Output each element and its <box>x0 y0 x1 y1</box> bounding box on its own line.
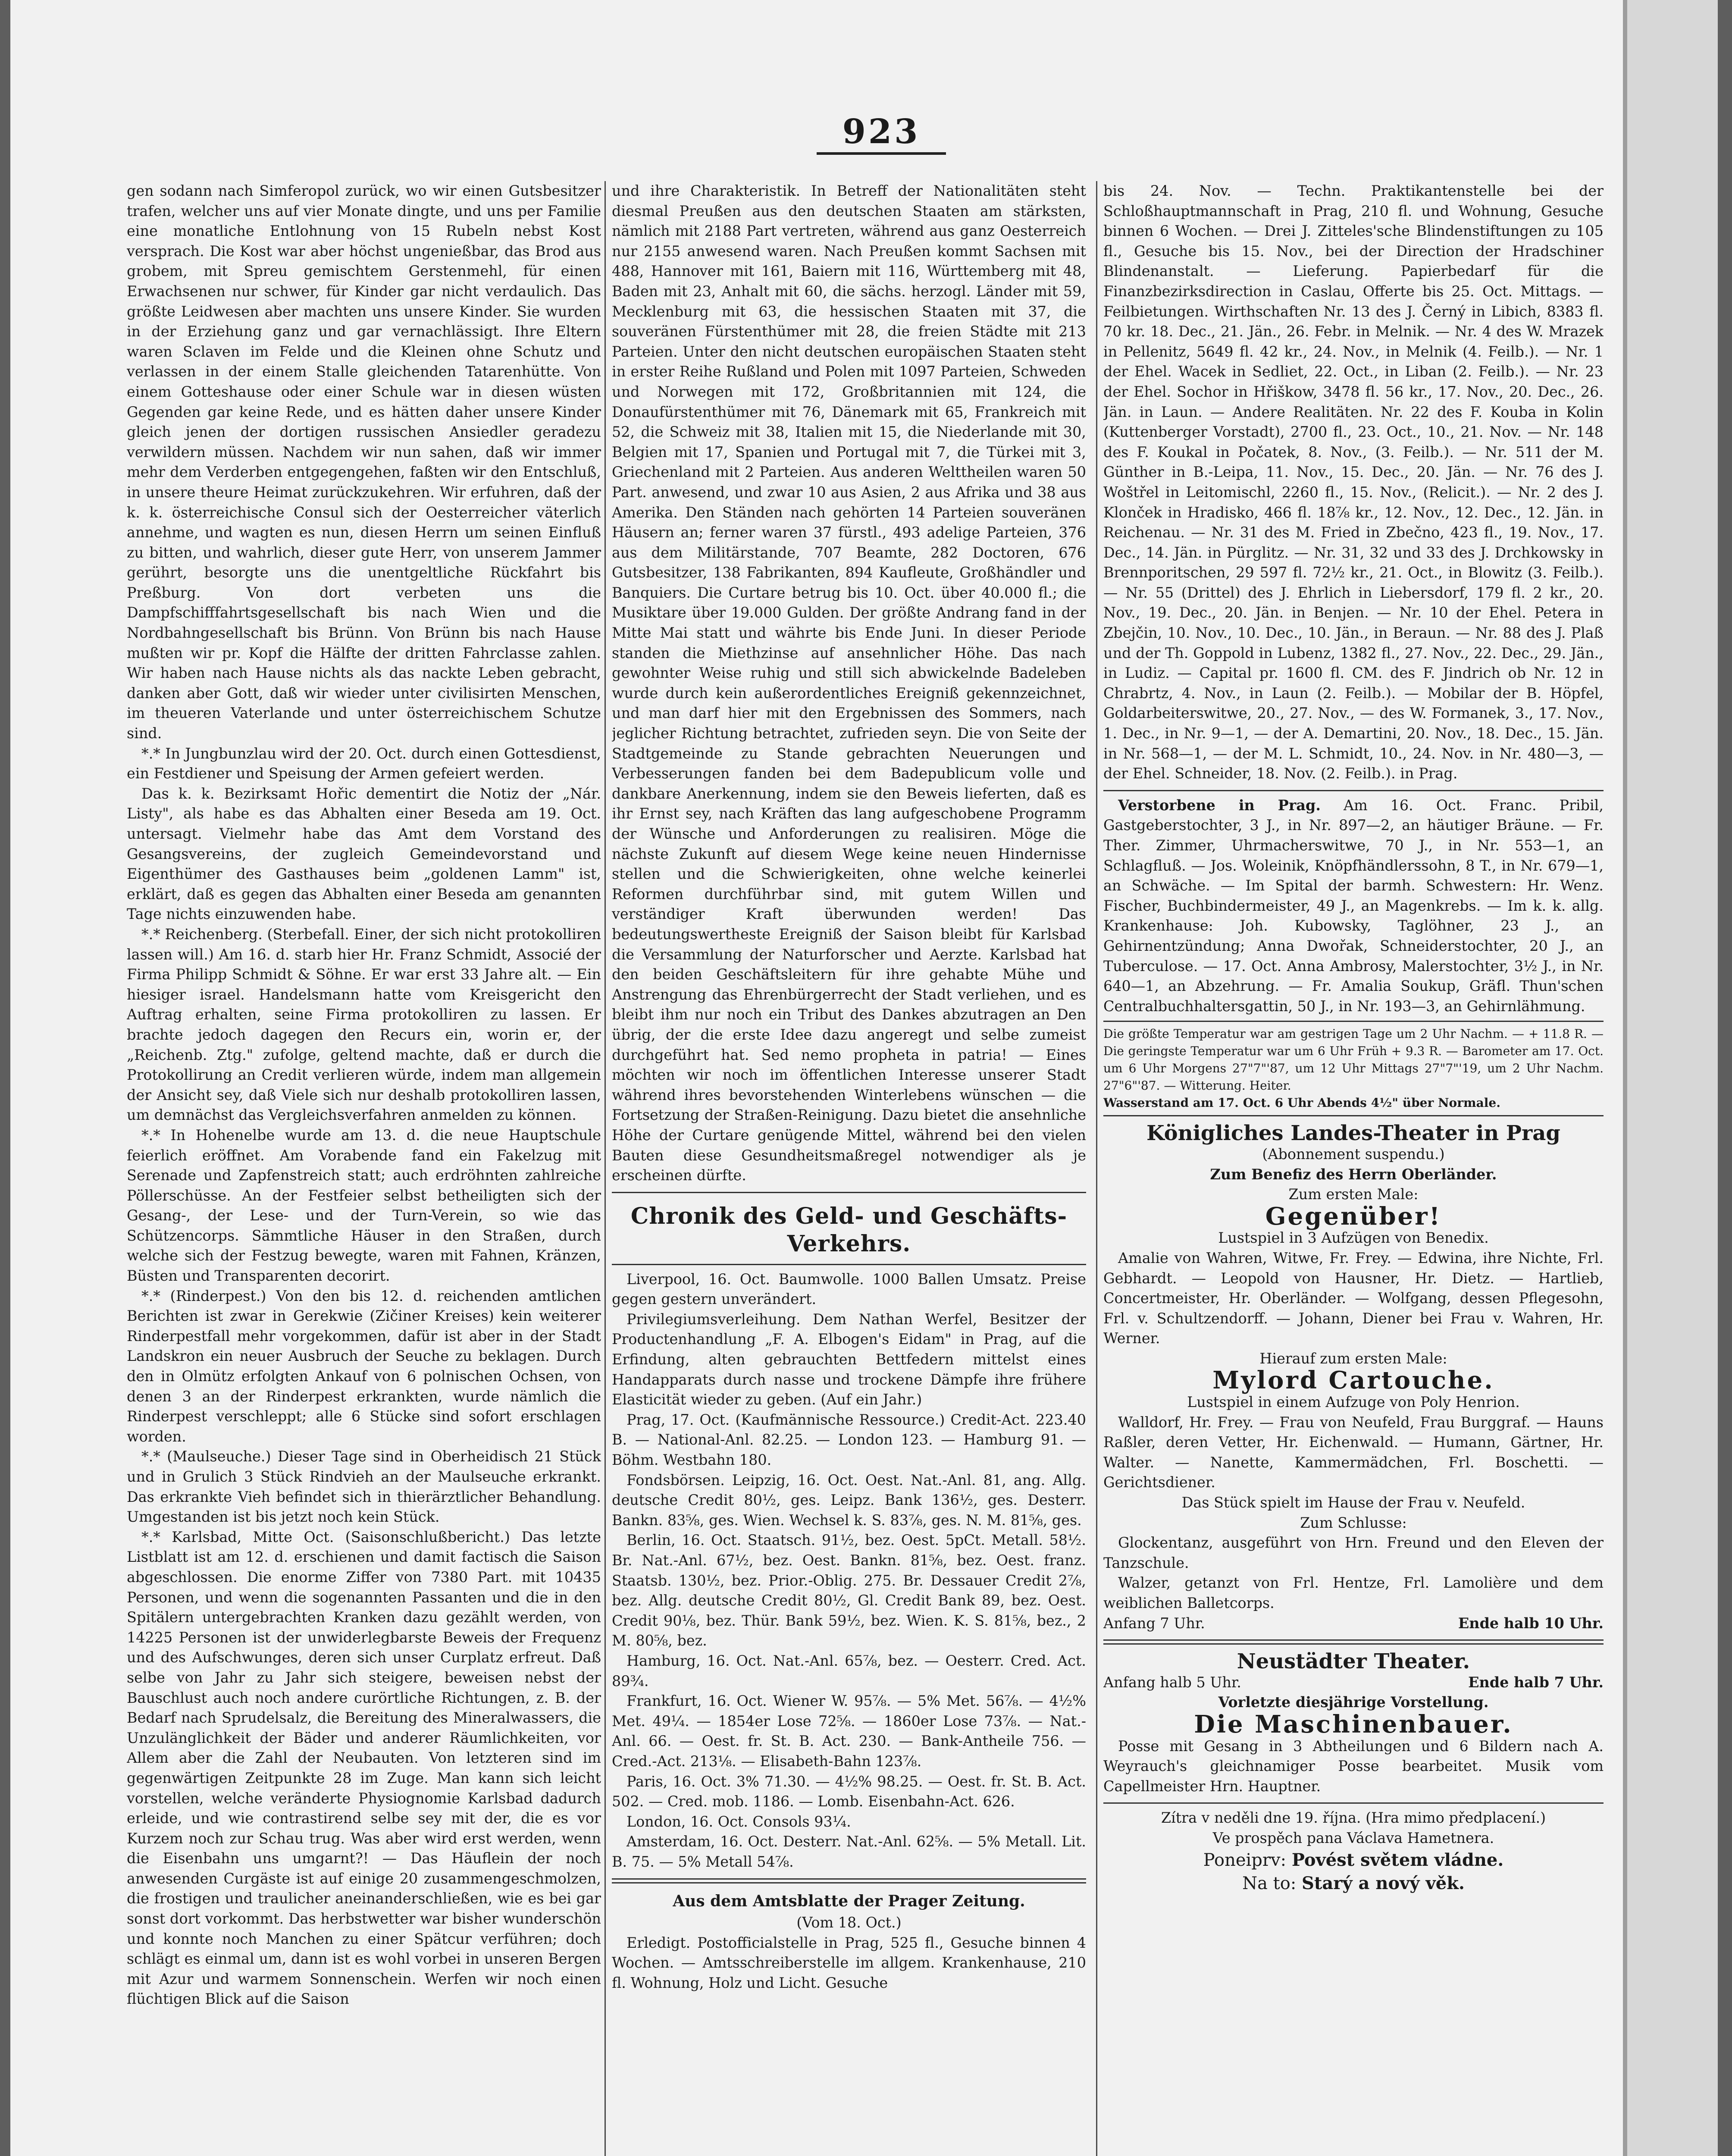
section-divider <box>612 1878 1086 1883</box>
then-line: Hierauf zum ersten Male: <box>1259 1350 1447 1367</box>
end-time: Ende halb 7 Uhr. <box>1468 1673 1604 1691</box>
play-description: Lustspiel in 3 Aufzügen von Benedix. <box>1218 1229 1489 1247</box>
market-paragraph: Hamburg, 16. Oct. Nat.-Anl. 65⅞, bez. — Oesterr. Cred. Act. 89¾. <box>612 1652 1086 1689</box>
deaths-text: Am 16. Oct. Franc. Pribil, Gastgeberstochter, 3 J., in Nr. 897—2, an häutiger Bräune. — Fr. Ther. Zimmer, Uhrmacherswitwe, 70 J., in Nr. 553—1, an Schlagfluß. — Jos. Woleinik, Knöpfhändlerssohn, 8 T., in Nr. 679—1, an Schwäche. — Im Spital der barmh. Schwestern: Hr. Wenz. Fischer, Buchbindermeister, 49 J., an Magenkrebs. — Im k. k. allg. Krankenhause: Joh. Kubowsky, Taglöhner, 23 J., an Gehirnentzündung; Anna Dwořak, Schneiderstochter, 20 J., an Tuberculose. — 17. Oct. Anna Ambrosy, Malerstochter, 3½ J., in Nr. 640—1, an Abzehrung. — Fr. Amalia Soukup, Gräfl. Thun'schen Centralbuchhaltersgattin, 50 J., in Nr. 193—3, an Gehirnlähmung. <box>1103 796 1604 1015</box>
play-description: Posse mit Gesang in 3 Abtheilungen und 6 Bildern nach A. Weyrauch's gleichnamiger Posse bearbeitet. Musik vom Capellmeister Hrn. Hauptner. <box>1103 1737 1604 1795</box>
cast-list: Walldorf, Hr. Frey. — Frau von Neufeld, Frau Burggraf. — Hauns Raßler, deren Vetter, Hr. Eichenwald. — Humann, Gärtner, Hr. Walter. — Nanette, Kammermädchen, Frl. Boschetti. — Gerichtsdiener. <box>1103 1413 1604 1491</box>
market-paragraph: Amsterdam, 16. Oct. Desterr. Nat.-Anl. 62⅝. — 5% Metall. Lit. B. 75. — 5% Metall 54⅞. <box>612 1833 1086 1870</box>
amtsblatt-text: Erledigt. Postofficialstelle in Prag, 525 fl., Gesuche binnen 4 Wochen. — Amtsschreiberstelle im allgem. Krankenhause, 210 fl. Wohnung, Holz und Licht. Gesuche <box>612 1934 1086 1991</box>
end-time: Ende halb 10 Uhr. <box>1458 1614 1604 1632</box>
play-title: Mylord Cartouche. <box>1212 1366 1494 1395</box>
weather-text: Die größte Temperatur war am gestrigen Tage um 2 Uhr Nachm. — + 11.8 R. — Die geringste Temperatur war um 6 Uhr Früh + 9.3 R. — Barometer am 17. Oct. um 6 Uhr Morgens 27"7"'87, um 12 Uhr Mittags 27"7"'19, um 2 Uhr Nachm. 27"6"'87. — Witterung. Heiter. <box>1103 1027 1604 1093</box>
market-paragraph: Fondsbörsen. Leipzig, 16. Oct. Oest. Nat.-Anl. 81, ang. Allg. deutsche Credit 80½, ges. Leipz. Bank 136½, ges. Desterr. Bankn. 83⅝, ges. Wien. Wechsel k. S. 83⅞, ges. N. M. 81⅝, ges. <box>612 1471 1086 1529</box>
czech-announcement-line: Ve prospěch pana Václava Hametnera. <box>1212 1829 1494 1846</box>
column-rule <box>1096 181 1097 2156</box>
performance-note: Vorletzte diesjährige Vorstellung. <box>1218 1694 1489 1711</box>
dance-line: Glockentanz, ausgeführt von Hrn. Freund und den Eleven der Tanzschule. <box>1103 1534 1604 1571</box>
czech-play-title: Povést světem vládne. <box>1291 1849 1504 1870</box>
market-paragraph: Liverpool, 16. Oct. Baumwolle. 1000 Ballen Umsatz. Preise gegen gestern unverändert. <box>612 1270 1086 1308</box>
showtime-row <box>1103 1673 1604 1693</box>
czech-label: Poneiprv: <box>1203 1850 1287 1870</box>
article-paragraph: und ihre Charakteristik. In Betreff der Nationalitäten steht diesmal Preußen aus den deutschen Staaten am stärksten, nämlich mit 2188 Part vertreten, während aus ganz Oesterreich nur 2155 anwesend waren. Nach Preußen kommt Sachsen mit 488, Hannover mit 161, Baiern mit 116, Württemberg mit 48, Baden mit 23, Anhalt mit 60, die sächs. herzogl. Länder mit 59, Mecklenburg mit 63, die hessischen Staaten mit 37, die souveränen Fürstenthümer mit 28, die freien Städte mit 213 Parteien. Unter den nicht deutschen europäischen Staaten steht in erster Reihe Rußland und Polen mit 1097 Parteien, Schweden und Norwegen mit 172, Großbritannien mit 124, die Donaufürstenthümer mit 76, Dänemark mit 65, Frankreich mit 52, die Schweiz mit 38, Italien mit 15, die Niederlande mit 30, Belgien mit 17, Spanien und Portugal mit 7, die Türkei mit 3, Griechenland mit 2 Parteien. Aus anderen Welttheilen waren 50 Part. anwesend, und zwar 10 aus Asien, 2 aus Afrika und 38 aus Amerika. Den Ständen nach gehörten 14 Parteien souveränen Häusern an; ferner waren 37 fürstl., 493 adelige Parteien, 376 aus dem Militärstande, 707 Beamte, 282 Doctoren, 676 Gutsbesitzer, 138 Fabrikanten, 894 Kaufleute, Großhändler und Banquiers. Die Curtare betrug bis 10. Oct. über 40.000 fl.; die Musiktare über 19.000 Gulden. Der größte Andrang fand in der Mitte Mai statt und währte bis Ende Juni. In dieser Periode standen die Miethzinse auf ansehnlicher Höhe. Das nach gewohnter Weise ruhig und still sich abwickelnde Badeleben wurde durch kein außerordentliches Ereigniß gekennzeichnet, und man darf hier mit den Ergebnissen des Sommers, nach jeglicher Richtung betrachtet, zufrieden seyn. Die von Seite der Stadtgemeinde zu Stande gebrachten Neuerungen und Verbesserungen fanden bei dem Badepublicum volle und dankbare Anerkennung, indem sie den Beweis lieferten, daß es ihr Ernst sey, nach Kräften das lang aufgeschobene Programm der Wünsche und Anforderungen zu realisiren. Möge die nächste Zukunft auf diesem Wege keine neuen Hindernisse stellen und die Schwierigkeiten, ohne welche keinerlei Reformen durchführbar sind, mit gutem Willen und verständiger Kraft überwunden werden! Das bedeutungswertheste Ereigniß der Saison bleibt für Karlsbad die Versammlung der Naturforscher und Aerzte. Karlsbad hat den beiden Geschäftsleitern für ihre gehabte Mühe und Anstrengung das Ehrenbürgerrecht der Stadt verliehen, und es bleibt ihm nur noch ein Tribut des Dankes abzutragen an Den übrig, der die erste Idee dazu angeregt und selbe zumeist durchgeführt hat. Sed nemo propheta in patria! — Eines möchten wir noch im öffentlichen Interesse unserer Stadt während ihres bevorstehenden Winterlebens wünschen — die Fortsetzung der Straßen-Reinigung. Dazu bietet die ansehnliche Höhe der Curtare genügende Mittel, während bei den vielen Bauten diese Gesundheitsmaßregel notwendiger als je erscheinen dürfte. <box>612 182 1086 1184</box>
scanned-page <box>10 0 1718 2156</box>
market-paragraph: London, 16. Oct. Consols 93¼. <box>626 1813 851 1830</box>
market-paragraph: Prag, 17. Oct. (Kaufmännische Ressource.) Credit-Act. 223.40 B. — National-Anl. 82.25. — London 123. — Hamburg 91. — Böhm. Westbahn 180. <box>612 1411 1086 1469</box>
market-paragraph: Paris, 16. Oct. 3% 71.30. — 4½% 98.25. — Oest. fr. St. B. Act. 502. — Cred. mob. 1186. — Lomb. Eisenbahn-Act. 626. <box>612 1773 1086 1810</box>
play-title: Gegenüber! <box>1265 1202 1442 1231</box>
theatre-subtitle: (Abonnement suspendu.) <box>1262 1145 1445 1163</box>
newspaper-page <box>84 0 1636 2156</box>
first-time-line: Zum ersten Male: <box>1288 1186 1419 1203</box>
market-paragraph: Privilegiumsverleihung. Dem Nathan Werfel, Besitzer der Productenhandlung „F. A. Elbogen's Eidam" in Prag, auf die Erfindung, alten gebrauchten Bettfedern mittelst eines Handapparats durch nasse und trockene Dämpfe ihre frühere Elasticität wieder zu geben. (Auf ein Jahr.) <box>612 1310 1086 1408</box>
weather-box <box>1103 1021 1604 1116</box>
start-time: Anfang halb 5 Uhr. <box>1103 1673 1241 1691</box>
place-line: Das Stück spielt im Hause der Frau v. Neufeld. <box>1181 1494 1525 1511</box>
page-edge-shadow <box>1623 0 1718 2156</box>
dance-line: Walzer, getanzt von Frl. Hentze, Frl. Lamolière und dem weiblichen Balletcorps. <box>1103 1574 1604 1611</box>
article-paragraph: *.* Karlsbad, Mitte Oct. (Saisonschlußbericht.) Das letzte Listblatt ist am 12. d. erschienen und damit factisch die Saison abgeschlossen. Die enorme Ziffer von 7380 Part. mit 10435 Personen, und wenn die sogenannten Passanten und die in den Spitälern untergebrachten Kranken dazu gezählt werden, von 14225 Personen ist der unwiderlegbarste Beweis der Frequenz und des Aufschwunges, deren sich unser Curplatz erfreut. Daß selbe von Jahr zu Jahr sich steigere, beweisen nebst der Bauschlust auch noch andere curörtliche Richtungen, z. B. der Bedarf nach Sprudelsalz, die Bereitung des Mineralwassers, die Unzulänglichkeit der Bäder und anderer Räumlichkeiten, vor Allem aber die Zahl der Neubauten. Von letzteren sind im gegenwärtigen Zeitpunkte 28 im Zuge. Man kann sich leicht vorstellen, welche veränderte Physiognomie Karlsbad dadurch erleide, und wie contrastirend selbe sey mit der, die es vor Kurzem noch zur Schau trug. Was aber wird erst werden, wenn die Eisenbahn uns umgarnt?! — Das Häuflein der noch anwesenden Curgäste ist auf einige 20 zusammengeschmolzen, die frostigen und traulicher aneinanderschließen, wie es bei gar sonst dort vorkommt. Das herbstwetter war bisher wunderschön und konnte noch Manchen zu einer Spätcur verführen; doch schlägt es einmal um, dann ist es wohl vorbei in unseren Bergen mit Azur und warmem Sonnenschein. Werfen wir noch einen flüchtigen Blick auf die Saison <box>127 1528 601 2008</box>
amtsblatt-date: (Vom 18. Oct.) <box>796 1914 902 1931</box>
theatre-name: Königliches Landes-Theater in Prag <box>1146 1121 1560 1146</box>
czech-play-title: Starý a nový věk. <box>1302 1873 1465 1893</box>
column-3 <box>1103 181 1604 2156</box>
section-divider <box>1103 1802 1604 1804</box>
czech-label: Na to: <box>1242 1873 1297 1893</box>
article-paragraph: *.* (Maulseuche.) Dieser Tage sind in Oberheidisch 21 Stück und in Grulich 3 Stück Rindvieh an der Maulseuche erkrankt. Das erkrankte Vieh befindet sich in thierärztlicher Behandlung. Umgestanden ist bis jetzt noch kein Stück. <box>127 1448 601 1526</box>
market-paragraph: Berlin, 16. Oct. Staatsch. 91½, bez. Oest. 5pCt. Metall. 58½. Br. Nat.-Anl. 67½, bez. Oest. Bankn. 81⅝, bez. Oest. franz. Staatsb. 130½, bez. Prior.-Oblig. 275. Br. Dessauer Credit 2⅞, bez. Allg. deutsche Credit 80½, Gl. Credit Bank 89, bez. Oest. Credit 90⅛, bez. Thür. Bank 59½, bez. Wien. K. S. 81⅝, bez., 2 M. 80⅝, bez. <box>612 1532 1086 1649</box>
play-description: Lustspiel in einem Aufzuge von Poly Henrion. <box>1187 1394 1520 1411</box>
finale-line: Zum Schlusse: <box>1300 1514 1407 1531</box>
article-paragraph: bis 24. Nov. — Techn. Praktikantenstelle bei der Schloßhauptmannschaft in Prag, 210 fl. und Wohnung, Gesuche binnen 6 Wochen. — Drei J. Zitteles'sche Blindenstiftungen zu 105 fl., Gesuche bis 15. Nov., bei der Direction der Hradschiner Blindenanstalt. — Lieferung. Papierbedarf für die Finanzbezirksdirection in Caslau, Offerte bis 25. Oct. Mittags. — Feilbietungen. Wirthschaften Nr. 13 des J. Černý in Libich, 8383 fl. 70 kr. 18. Dec., 21. Jän., 26. Febr. in Melnik. — Nr. 4 des W. Mrazek in Pellenitz, 5649 fl. 42 kr., 24. Nov., in Melnik (4. Feilb.). — Nr. 1 der Ehel. Wacek in Sedliet, 22. Oct., in Liban (2. Feilb.). — Nr. 23 der Ehel. Sochor in Hřiškow, 3478 fl. 56 kr., 17. Nov., 20. Dec., 26. Jän. in Laun. — Andere Realitäten. Nr. 22 des F. Kouba in Kolin (Kuttenberger Vorstadt), 2700 fl., 23. Oct., 10., 21. Nov. — Nr. 148 des F. Koukal in Počatek, 8. Nov., (3. Feilb.). — Nr. 511 der M. Günther in B.-Leipa, 11. Nov., 15. Dec., 20. Jän. — Nr. 76 des J. Woštřel in Leitomischl, 2260 fl., 15. Nov., (Relicit.). — Nr. 2 des J. Klonček in Hradisko, 466 fl. 18⅞ kr., 12. Nov., 12. Dec., 12. Jän. in Reichenau. — Nr. 31 des M. Fried in Zbečno, 423 fl., 19. Nov., 17. Dec., 14. Jän. in Pürglitz. — Nr. 31, 32 und 33 des J. Drchkowsky in Brennporitschen, 29 597 fl. 72½ kr., 21. Oct., in Blowitz (3. Feilb.). — Nr. 55 (Drittel) des J. Ehrlich in Liebersdorf, 179 fl. 2 kr., 20. Nov., 19. Dec., 20. Jän. in Benjen. — Nr. 10 der Ehel. Petera in Zbejčin, 10. Nov., 10. Dec., 10. Jän., in Beraun. — Nr. 88 des J. Plaß und der Th. Goppold in Lubenz, 1382 fl., 27. Nov., 22. Dec., 29. Jän., in Ludiz. — Capital pr. 1600 fl. CM. des F. Jindrich ob Nr. 12 in Chrabrtz, 4. Nov., in Laun (2. Feilb.). — Mobilar der B. Höpfel, Goldarbeiterswitwe, 20., 27. Nov., — des W. Formanek, 3., 17. Nov., 1. Dec., in Nr. 9—1, — der A. Demartini, 20. Nov., 18. Dec., 15. Jän. in Nr. 568—1, — der M. L. Schmidt, 10., 24. Nov. in Nr. 480—3, — der Ehel. Schneider, 18. Nov. (2. Feilb.). in Prag. <box>1103 182 1604 782</box>
article-paragraph: Das k. k. Bezirksamt Hořic dementirt die Notiz der „Nár. Listy", als habe es das Abhalten einer Beseda am 19. Oct. untersagt. Vielmehr habe das Amt dem Vorstand des Gesangsvereins, der zugleich Gemeindevorstand und Eigenthümer des Gasthauses beim „goldenen Lamm" ist, erklärt, daß es gegen das Abhalten einer Beseda am genannten Tage nichts einzuwenden habe. <box>127 785 601 923</box>
article-paragraph: gen sodann nach Simferopol zurück, wo wir einen Gutsbesitzer trafen, welcher uns auf vier Monate dingte, und uns per Familie eine monatliche Entlohnung von 15 Rubeln nebst Kost versprach. Die Kost war aber höchst ungenießbar, das Brod aus grobem, mit Spreu gemischtem Gerstenmehl, für einen Erwachsenen nur schwer, für Kinder gar nicht verdaulich. Das größte Leidwesen aber machten uns unsere Kinder. Sie wurden in der Erziehung ganz und gar vernachlässigt. Ihre Eltern waren Sclaven im Felde und die Kleinen ohne Schutz und verlassen in der einem Stalle gleichenden Tatarenhütte. Von einem Gotteshause oder einer Schule war in diesen wüsten Gegenden gar keine Rede, und es hätten daher unsere Kinder gleich jenen der dortigen russischen Ansiedler geradezu verwildern müssen. Nachdem wir nun sahen, daß wir immer mehr dem Verderben entgegengehen, faßten wir den Entschluß, in unsere theure Heimat zurückzukehren. Wir erfuhren, daß der k. k. österreichische Consul sich der Oesterreicher väterlich annehme, und wagten es nun, diesen Herrn um seinen Einfluß zu bitten, und wahrlich, dieser gute Herr, von unserem Jammer gerührt, besorgte uns die unentgeltliche Rückfahrt bis Preßburg. Von dort verbeten uns die Dampfschifffahrtsgesellschaft bis nach Wien und die Nordbahngesellschaft bis Brünn. Von Brünn bis nach Hause mußten wir pr. Kopf die Hälfte der dritten Fahrclasse zahlen. Wir haben nach Hause nichts als das nackte Leben gebracht, danken aber Gott, daß wir wieder unter civilisirten Menschen, im theueren Vaterlande und unter österreichischem Schutze sind. <box>127 182 601 742</box>
market-paragraph: Frankfurt, 16. Oct. Wiener W. 95⅞. — 5% Met. 56⅞. — 4½% Met. 49¼. — 1854er Lose 72⅝. — 1860er Lose 73⅞. — Nat.-Anl. 66. — Oest. fr. St. B. Act. 230. — Bank-Antheile 756. — Cred.-Act. 213⅛. — Elisabeth-Bahn 123⅞. <box>612 1692 1086 1770</box>
section-divider <box>1103 1639 1604 1645</box>
chronik-heading: Chronik des Geld- und Geschäfts-Verkehrs. <box>630 1203 1068 1257</box>
section-divider <box>612 1264 1086 1265</box>
article-paragraph: *.* In Jungbunzlau wird der 20. Oct. durch einen Gottesdienst, ein Festdiener und Speisung der Armen gefeiert werden. <box>127 745 601 782</box>
article-paragraph: *.* (Rinderpest.) Von den bis 12. d. reichenden amtlichen Berichten ist zwar in Gerekwie (Zičiner Kreises) kein weiterer Rinderpestfall mehr vorgekommen, dafür ist aber in der Stadt Landskron ein neuer Ausbruch der Seuche zu beklagen. Durch den in Olmütz erfolgten Ankauf von 6 polnischen Ochsen, von denen 3 an der Rinderpest erkrankten, wurde nämlich die Rinderpest verschleppt; alle 6 Stücke sind sofort erschlagen worden. <box>127 1287 601 1445</box>
column-2 <box>612 181 1086 2139</box>
article-paragraph: *.* Reichenberg. (Sterbefall. Einer, der sich nicht protokolliren lassen will.) Am 16. d. starb hier Hr. Franz Schmidt, Associé der Firma Philipp Schmidt & Söhne. Er war erst 33 Jahre alt. — Ein hiesiger israel. Handelsmann hatte vom Kreisgericht den Auftrag erhalten, seine Firma protokolliren zu lassen. Er brachte jedoch dagegen den Recurs ein, worin er, der „Reichenb. Ztg." zufolge, geltend machte, daß er durch die Protokollirung an Credit verlieren würde, indem man allgemein der Ansicht sey, daß Viele sich nur deshalb protokolliren lassen, um demnächst das Vergleichsverfahren anmelden zu können. <box>127 925 601 1124</box>
theatre-name: Neustädter Theater. <box>1237 1649 1470 1674</box>
play-title: Die Maschinenbauer. <box>1194 1710 1513 1739</box>
column-rule <box>604 181 606 2156</box>
amtsblatt-heading: Aus dem Amtsblatte der Prager Zeitung. <box>673 1892 1025 1910</box>
showtime-row <box>1103 1614 1604 1634</box>
cast-list: Amalie von Wahren, Witwe, Fr. Frey. — Edwina, ihre Nichte, Frl. Gebhardt. — Leopold von Hausner, Hr. Dietz. — Hartlieb, Concertmeister, Hr. Oberländer. — Wolfgang, dessen Pflegesohn, Frl. v. Schultzendorff. — Johann, Diener bei Frau v. Wahren, Hr. Werner. <box>1103 1249 1604 1347</box>
page-number: 923 <box>817 112 946 151</box>
article-paragraph: *.* In Hohenelbe wurde am 13. d. die neue Hauptschule feierlich eröffnet. Am Vorabende fand ein Fakelzug mit Serenade und Zapfenstreich statt; auch erdröhnten zahlreiche Pöllerschüsse. An der Festfeier selbst betheiligten sich der Gesang-, der Lese- und der Turn-Verein, so wie das Schützencorps. Sämmtliche Häuser in den Straßen, durch welche sich der Festzug bewegte, waren mit Fahnen, Kränzen, Büsten und Transparenten decorirt. <box>127 1126 601 1285</box>
benefit-line: Zum Benefiz des Herrn Oberländer. <box>1210 1166 1497 1183</box>
deaths-heading: Verstorbene in Prag. <box>1118 796 1321 814</box>
section-divider <box>1103 790 1604 791</box>
czech-announcement-line: Zítra v neděli dne 19. října. (Hra mimo předplacení.) <box>1161 1809 1546 1827</box>
section-divider <box>612 1192 1086 1193</box>
water-level-text: Wasserstand am 17. Oct. 6 Uhr Abends 4½" über Normale. <box>1103 1096 1500 1110</box>
start-time: Anfang 7 Uhr. <box>1103 1614 1205 1632</box>
column-1 <box>127 181 601 2134</box>
